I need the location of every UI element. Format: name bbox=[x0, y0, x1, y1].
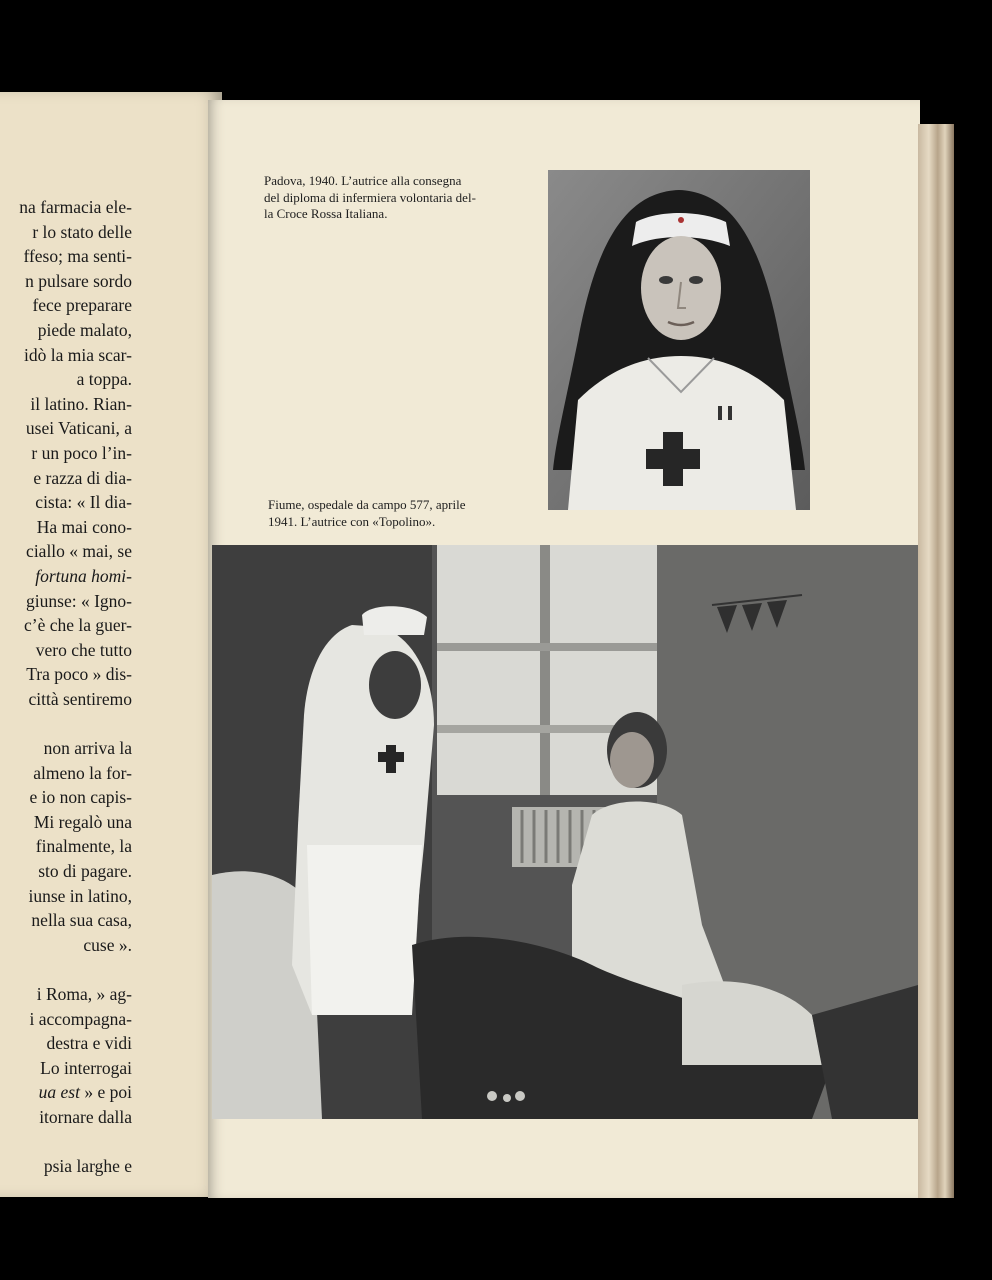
italic-fragment: fortuna homi- bbox=[35, 565, 132, 586]
caption-line: del diploma di infermiera volontaria del- bbox=[264, 189, 476, 205]
text-line: usei Vaticani, a bbox=[25, 418, 132, 439]
text-line: e io non capis- bbox=[29, 787, 132, 808]
text-fragment: » e poi bbox=[79, 1082, 132, 1103]
text-line: c’è che la guer- bbox=[24, 615, 132, 636]
text-line: n pulsare sordo bbox=[25, 270, 132, 291]
ward-caption bbox=[268, 497, 530, 530]
caption-line: Fiume, ospedale da campo 577, aprile bbox=[268, 497, 466, 512]
text-line: Ha mai cono- bbox=[36, 516, 132, 537]
left-page bbox=[0, 92, 222, 1197]
text-line: cista: « Il dia- bbox=[35, 492, 132, 513]
text-line: Mi regalò una bbox=[33, 811, 132, 832]
text-line: destra e vidi bbox=[46, 1033, 132, 1054]
text-line: e razza di dia- bbox=[33, 467, 132, 488]
text-line: giunse: « Igno- bbox=[26, 590, 132, 611]
text-line: cuse ». bbox=[83, 934, 132, 955]
text-line bbox=[0, 1080, 132, 1105]
text-line: itornare dalla bbox=[39, 1106, 132, 1127]
text-line: r lo stato delle bbox=[32, 221, 132, 242]
paragraph-gap bbox=[0, 957, 132, 982]
text-line: i accompagna- bbox=[29, 1008, 132, 1029]
paragraph-gap bbox=[0, 1130, 132, 1155]
portrait-photo bbox=[548, 170, 810, 510]
caption-line: la Croce Rossa Italiana. bbox=[264, 206, 388, 221]
text-line: finalmente, la bbox=[35, 836, 132, 857]
text-line: idò la mia scar- bbox=[23, 344, 132, 365]
text-line: non arriva la bbox=[43, 738, 132, 759]
text-line: vero che tutto bbox=[35, 639, 132, 660]
text-line: fece preparare bbox=[32, 295, 132, 316]
text-line: città sentiremo bbox=[28, 688, 132, 709]
page-edges bbox=[918, 124, 954, 1198]
text-line: nella sua casa, bbox=[31, 910, 132, 931]
caption-line: Padova, 1940. L’autrice alla consegna bbox=[264, 173, 462, 188]
text-line: iunse in latino, bbox=[28, 885, 132, 906]
caption-line: 1941. L’autrice con «Topolino». bbox=[268, 513, 436, 529]
ward-photo-image bbox=[212, 545, 918, 1119]
text-line: r un poco l’in- bbox=[31, 442, 132, 463]
text-line: Tra poco » dis- bbox=[26, 664, 132, 685]
text-line: psia larghe e bbox=[43, 1156, 132, 1177]
text-line: ffeso; ma senti- bbox=[23, 246, 132, 267]
text-line: ciallo « mai, se bbox=[26, 541, 132, 562]
text-line: almeno la for- bbox=[33, 762, 132, 783]
text-line: a toppa. bbox=[76, 369, 132, 390]
text-line: piede malato, bbox=[37, 319, 132, 340]
paragraph-gap bbox=[0, 711, 132, 736]
text-line: Lo interrogai bbox=[40, 1057, 132, 1078]
text-line: na farmacia ele- bbox=[19, 197, 132, 217]
ward-photo bbox=[212, 545, 918, 1119]
text-line: i Roma, » ag- bbox=[36, 984, 132, 1004]
text-line: il latino. Rian- bbox=[30, 393, 132, 414]
text-line bbox=[0, 564, 132, 589]
text-line: sto di pagare. bbox=[38, 861, 132, 882]
portrait-photo-image bbox=[548, 170, 810, 510]
italic-fragment: ua est bbox=[38, 1082, 80, 1103]
left-page-text bbox=[0, 195, 132, 1179]
portrait-caption bbox=[264, 173, 538, 223]
